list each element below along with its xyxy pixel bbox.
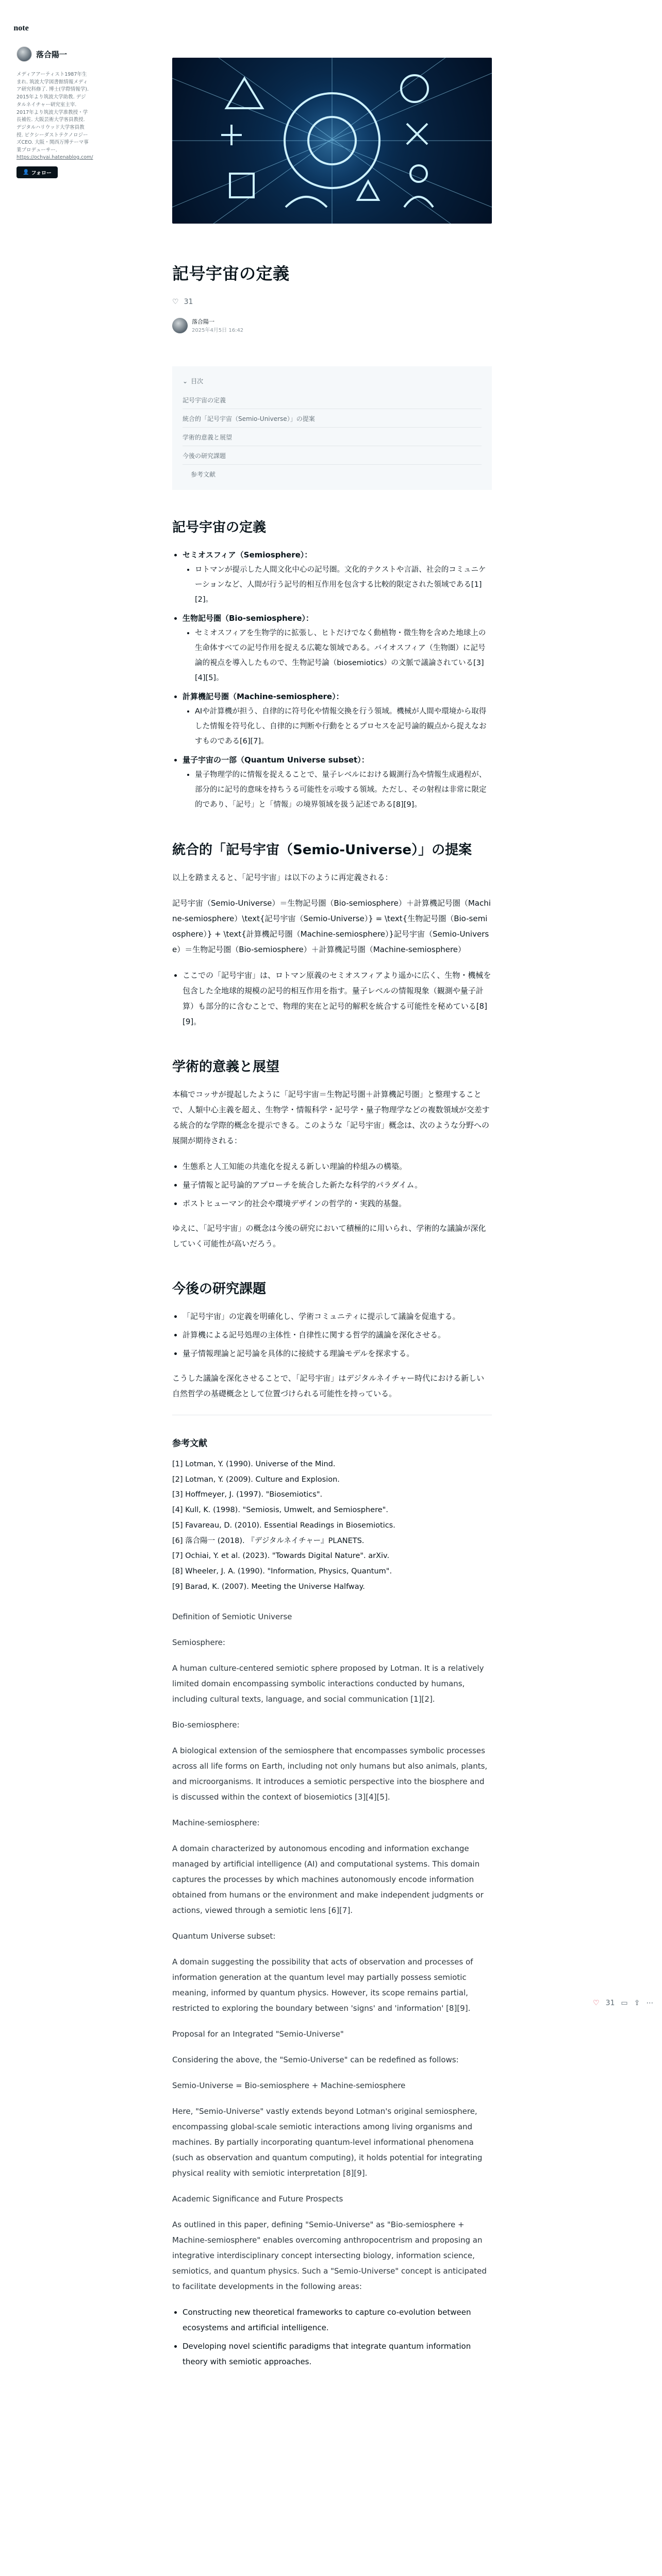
table-of-contents xyxy=(172,366,492,490)
person-add-icon: 👤 xyxy=(23,169,29,175)
article-title: 記号宇宙の定義 xyxy=(172,264,290,283)
english-paragraph: Considering the above, the "Semio-Universe" can be redefined as follows: xyxy=(172,2055,459,2065)
list-item: • Developing novel scientific paradigms that integrate quantum information theory with semiotic approaches. xyxy=(183,2338,492,2369)
list-item xyxy=(183,752,492,812)
more-icon[interactable]: ⋯ xyxy=(646,1999,654,2007)
byline-avatar[interactable] xyxy=(172,318,188,333)
paragraph: 本稿でコッサが提起したように「記号宇宙＝生物記号圏＋計算機記号圏」と整理することで、人類中心主義を超え、生物学・情報科学・記号学・量子物理学などの複数領域が交差する統合的な学際的概念を提示できる。このような「記号宇宙」概念は、次のような分野への展開が期待される： xyxy=(172,1090,490,1145)
author-row[interactable] xyxy=(16,46,89,62)
english-paragraph: A domain suggesting the possibility that acts of observation and processes of information generation at the quantum level may partially possess semiotic meaning, informed by quantum physics. However, its scope remains partial, restricted to exploring the boundary between 'signs' and 'information' [8][9]. xyxy=(172,1957,473,2013)
reference-item: [4] Kull, K. (1998). "Semiosis, Umwelt, and Semiosphere". xyxy=(172,1506,388,1515)
term-description: • セミオスフィアを生物学的に拡張し、ヒトだけでなく動植物・微生物を含めた地球上の生命体すべての記号作用を捉える広範な領域である。バイオスフィア（生物圏）に記号論的視点を導入したもので、生物記号論（biosemiotics）の文脈で議論されている[3][4][5]。 xyxy=(195,626,492,686)
toc-toggle[interactable] xyxy=(183,377,482,391)
english-heading: Proposal for an Integrated "Semio-Universe" xyxy=(172,2029,344,2039)
section-heading: 今後の研究課題 xyxy=(172,1281,267,1297)
reference-item: [8] Wheeler, J. A. (1990). "Information, Physics, Quantum". xyxy=(172,1567,392,1576)
author-avatar[interactable] xyxy=(16,46,32,62)
reference-item: [2] Lotman, Y. (2009). Culture and Explosion. xyxy=(172,1475,340,1484)
toc-item[interactable]: 学術的意義と展望 xyxy=(183,428,482,446)
references-heading: 参考文献 xyxy=(172,1438,207,1449)
hero-illustration xyxy=(172,58,492,224)
list-item: • ここでの「記号宇宙」は、ロトマン原義のセミオスフィアより遥かに広く、生物・機械を包含した全地球的規模の記号的相互作用を指す。量子レベルの情報現象（観測や量子計算）も部分的に含むことで、物理的実在と記号的解釈を統合する可能性を秘めている[8][9]。 xyxy=(183,968,492,1029)
paragraph: 以上を踏まえると、「記号宇宙」は以下のように再定義される： xyxy=(172,873,393,882)
english-paragraph: A human culture-centered semiotic sphere proposed by Lotman. It is a relatively limited domain encompassing symbolic interactions conducted by humans, including cultural texts, language, and social communication [1][2]. xyxy=(172,1664,484,1704)
section-heading: 記号宇宙の定義 xyxy=(172,520,267,535)
list-item: • ポストヒューマン的社会や環境デザインの哲学的・実践的基盤。 xyxy=(183,1196,492,1211)
english-paragraph: As outlined in this paper, defining "Semio-Universe" as "Bio-semiosphere + Machine-semiosphere" enables overcoming anthropocentrism and proposing an integrative interdisciplinary concept intersecting biology, information science, semiotics, and quantum physics. Such a "Semio-Universe" concept is anticipated to facilitate developments in the following areas: xyxy=(172,2220,487,2292)
term: セミオスフィア（Semiosphere）： xyxy=(183,550,312,560)
author-link[interactable]: https://ochyai.hatenablog.com/ xyxy=(16,154,93,160)
toc-item[interactable]: 統合的「記号宇宙（Semio-Universe）」の提案 xyxy=(183,409,482,428)
section-heading: 学術的意義と展望 xyxy=(172,1059,280,1075)
share-icon[interactable]: ⇪ xyxy=(634,1999,640,2007)
list-item: • 量子情報と記号論的アプローチを統合した新たな科学的パラダイム。 xyxy=(183,1177,492,1193)
list-item: • 計算機による記号処理の主体性・自律性に関する哲学的議論を深化させる。 xyxy=(183,1327,492,1343)
english-term: Bio-semiosphere: xyxy=(172,1720,240,1730)
bullet-list xyxy=(183,1159,492,1211)
term: 量子宇宙の一部（Quantum Universe subset）： xyxy=(183,755,369,765)
list-item: • 量子情報理論と記号論を具体的に接続する理論モデルを探求する。 xyxy=(183,1346,492,1361)
site-header xyxy=(15,23,27,34)
site-logo[interactable]: note xyxy=(13,24,29,32)
english-paragraph: A biological extension of the semiosphere that encompasses symbolic processes across all life forms on Earth, including not only humans but also animals, plants, and microorganisms. It introduces a semiotic perspective into the biosphere and is discussed within the context of biosemiotics [3][4][5]. xyxy=(172,1746,488,1802)
english-title: Definition of Semiotic Universe xyxy=(172,1612,292,1622)
list-item xyxy=(183,547,492,607)
list-item xyxy=(183,611,492,686)
reference-item: [1] Lotman, Y. (1990). Universe of the Mind. xyxy=(172,1460,336,1468)
list-item: • 「記号宇宙」の定義を明確化し、学術コミュニティに提示して議論を促進する。 xyxy=(183,1309,492,1324)
term: 生物記号圏（Bio-semiosphere）： xyxy=(183,614,313,623)
term-description: • ロトマンが提示した人間文化中心の記号圏。文化的テクストや言語、社会的コミュニケーションなど、人間が行う記号的相互作用を包含する比較的限定された領域である[1][2]。 xyxy=(195,563,492,607)
follow-button[interactable] xyxy=(16,166,58,178)
author-name[interactable]: 落合陽一 xyxy=(36,49,68,59)
english-heading: Academic Significance and Future Prospects xyxy=(172,2194,343,2204)
byline xyxy=(172,317,492,333)
formula-paragraph: 記号宇宙（Semio-Universe）＝生物記号圏（Bio-semiosphere）＋計算機記号圏（Machine-semiosphere）\text{記号宇宙（Semio-Universe）} = \text{生物記号圏（Bio-semiosphere）} + \text{計算機記号圏（Machine-semiosphere）}記号宇宙（Semio-Universe）＝生物記号圏（Bio-semiosphere）＋計算機記号圏（Machine-semiosphere） xyxy=(172,899,491,954)
reference-item: [6] 落合陽一 (2018). 『デジタルネイチャー』PLANETS. xyxy=(172,1536,365,1545)
term: 計算機記号圏（Machine-semiosphere）： xyxy=(183,692,344,701)
list-item: • 生態系と人工知能の共進化を捉える新しい理論的枠組みの構築。 xyxy=(183,1159,492,1174)
author-bio: メディアアーティスト1987年生まれ. 筑波大学図書館情報メディア研究科修了. 博士(学際情報学). 2015年より筑波大学助教. デジタルネイチャー研究室主宰. 2017年より筑波大学准教授・学長補佐. 大阪芸術大学客員教授. デジタルハリウッド大学客員教授. ピクシーダストテクノロジーズCEO. 大阪・関西万博テーマ事業プロデューサー. xyxy=(16,72,89,154)
english-formula: Semio-Universe = Bio-semiosphere + Machine-semiosphere xyxy=(172,2081,406,2091)
paragraph: ゆえに、「記号宇宙」の概念は今後の研究において積極的に用いられ、学術的な議論が深化していく可能性が高いだろう。 xyxy=(172,1224,486,1248)
hero-image xyxy=(172,58,492,224)
list-item: • Constructing new theoretical frameworks to capture co-evolution between ecosystems and artificial intelligence. xyxy=(183,2304,492,2335)
toc-item[interactable]: 記号宇宙の定義 xyxy=(183,391,482,409)
english-paragraph: A domain characterized by autonomous encoding and information exchange managed by artificial intelligence (AI) and computational systems. This domain captures the processes by which machines autonomously encode information obtained from humans or the environment and make independent judgments or actions, viewed through a semiotic lens [6][7]. xyxy=(172,1844,484,1916)
like-count[interactable]: 31 xyxy=(184,298,193,306)
bullet-list xyxy=(183,968,492,1029)
floating-like-count[interactable]: 31 xyxy=(605,1999,615,2007)
term-description: • AIや計算機が担う、自律的に符号化や情報交換を行う領域。機械が人間や環境から取得した情報を符号化し、自律的に判断や行動をとるプロセスを記号論的観点から捉えなおすものである[6][7]。 xyxy=(195,704,492,749)
english-term: Quantum Universe subset: xyxy=(172,1931,276,1941)
byline-date: 2025年4月5日 16:42 xyxy=(192,328,244,333)
heart-icon[interactable]: ♡ xyxy=(172,298,179,306)
reference-item: [7] Ochiai, Y. et al. (2023). "Towards Digital Nature". arXiv. xyxy=(172,1552,390,1561)
paragraph: こうした議論を深化させることで、「記号宇宙」はデジタルネイチャー時代における新しい自然哲学の基礎概念として位置づけられる可能性を持っている。 xyxy=(172,1374,485,1398)
term-description: • 量子物理学的に情報を捉えることで、量子レベルにおける観測行為や情報生成過程が、部分的に記号的意味を持ちうる可能性を示唆する領域。ただし、その射程は非常に限定的であり、「記号」と「情報」の境界領域を扱う記述である[8][9]。 xyxy=(195,768,492,812)
article xyxy=(172,58,492,2379)
author-sidebar xyxy=(16,46,93,178)
floating-actions xyxy=(593,1999,653,2007)
references-list xyxy=(172,1457,492,1595)
comment-icon[interactable]: ▭ xyxy=(621,1999,628,2007)
like-row xyxy=(172,298,492,306)
toc-item[interactable]: 今後の研究課題 xyxy=(183,446,482,465)
reference-item: [5] Favareau, D. (2010). Essential Readings in Biosemiotics. xyxy=(172,1521,395,1530)
reference-item: [9] Barad, K. (2007). Meeting the Universe Halfway. xyxy=(172,1582,365,1591)
english-bullet-list xyxy=(183,2304,492,2369)
english-term: Semiosphere: xyxy=(172,1638,225,1648)
reference-item: [3] Hoffmeyer, J. (1997). "Biosemiotics". xyxy=(172,1490,323,1499)
english-paragraph: Here, "Semio-Universe" vastly extends beyond Lotman's original semiosphere, encompassing global-scale semiotic interactions among living organisms and machines. By partially incorporating quantum-level informational phenomena (such as observation and quantum computing), it holds potential for integrating physical reality with semiotic interpretation [8][9]. xyxy=(172,2107,483,2178)
list-item xyxy=(183,689,492,749)
toc-item[interactable]: 参考文献 xyxy=(191,471,216,478)
follow-label: フォロー xyxy=(31,170,52,176)
definition-list xyxy=(183,547,492,812)
bullet-list xyxy=(183,1309,492,1361)
toc-head-label: 目次 xyxy=(191,378,204,385)
byline-name[interactable]: 落合陽一 xyxy=(192,318,214,325)
section-heading: 統合的「記号宇宙（Semio-Universe）」の提案 xyxy=(172,842,472,858)
chevron-down-icon: ⌄ xyxy=(183,377,188,385)
heart-icon[interactable]: ♡ xyxy=(593,1999,600,2007)
english-term: Machine-semiosphere: xyxy=(172,1818,260,1828)
